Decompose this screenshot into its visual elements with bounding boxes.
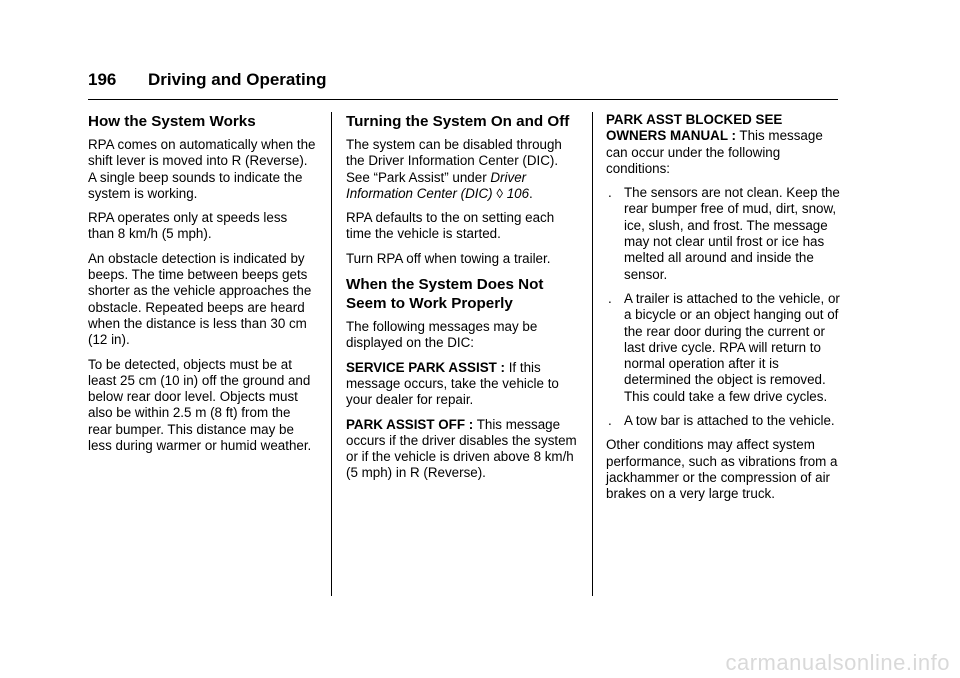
paragraph: An obstacle detection is indicated by beeps. The time between beeps gets shorter as the vehicle approaches the obstacle. Repeated beeps are heard when the distance is less than 30 cm (12 in). (88, 250, 312, 348)
message-text: This message can occur under the following conditions: (606, 128, 823, 176)
heading-not-working: When the System Does Not Seem to Work Properly (346, 276, 544, 313)
bullet-mark: . (608, 290, 612, 306)
dic-link[interactable]: Driver Information Center (DIC) (346, 169, 527, 201)
list-item-text: A trailer is attached to the vehicle, or a bicycle or an object hanging out of the rear door during the current or last drive cycle. RPA will return to normal operation after it is determined the object is removed. This could take a few drive cycles. (624, 290, 840, 404)
message-park-asst-blocked (606, 112, 840, 177)
page-ref[interactable]: 106 (506, 185, 530, 201)
message-term: PARK ASSIST OFF : (346, 416, 474, 432)
paragraph: Turn RPA off when towing a trailer. (346, 250, 551, 266)
text: The system can be disabled through the Driver Information Center (DIC). See “Park Assist” under (346, 137, 562, 185)
column-divider (592, 112, 593, 596)
message-service-park-assist (346, 360, 580, 409)
watermark: carmanualsonline.info (725, 650, 950, 675)
paragraph: Other conditions may affect system performance, such as vibrations from a jackhammer or the compression of air brakes on a very large truck. (606, 437, 838, 502)
column-2 (346, 112, 580, 490)
conditions-list (606, 185, 840, 429)
list-item-text: A tow bar is attached to the vehicle. (624, 413, 835, 429)
heading-turning-on-off: Turning the System On and Off (346, 113, 570, 130)
list-item (606, 413, 840, 429)
page-header (88, 70, 838, 100)
message-text: This message occurs if the driver disables the system or if the vehicle is driven above 8 km/h (5 mph) in R (Reverse). (346, 416, 577, 481)
message-text: If this message occurs, take the vehicle to your dealer for repair. (346, 359, 559, 408)
bullet-mark: . (608, 413, 612, 429)
paragraph: To be detected, objects must be at least 25 cm (10 in) off the ground and below rear door level. Objects must also be within 2.5 m (8 ft) from the rear bumper. This distance may be less during warmer or humid weather. (88, 356, 312, 454)
page-number: 196 (88, 70, 117, 89)
list-item-text: The sensors are not clean. Keep the rear bumper free of mud, dirt, snow, ice, slush, and frost. The message may not clear until frost or ice has melted all around and inside the sensor. (624, 185, 840, 282)
section-title: Driving and Operating (148, 70, 327, 89)
column-3 (606, 112, 840, 511)
list-item (606, 185, 840, 283)
column-divider (331, 112, 332, 596)
message-term: SERVICE PARK ASSIST : (346, 359, 505, 375)
paragraph (346, 137, 580, 202)
paragraph: The following messages may be displayed on the DIC: (346, 319, 538, 351)
paragraph: RPA defaults to the on setting each time the vehicle is started. (346, 210, 555, 242)
column-1 (88, 112, 316, 462)
heading-how-system-works: How the System Works (88, 113, 256, 130)
text: . (529, 185, 533, 201)
list-item (606, 291, 840, 405)
bullet-mark: . (608, 185, 612, 201)
header-rule (88, 99, 838, 100)
page-ref-arrow-icon: ◊ (496, 185, 503, 201)
message-park-assist-off (346, 417, 580, 482)
message-term: PARK ASST BLOCKED SEE OWNERS MANUAL : (606, 112, 783, 144)
paragraph: RPA comes on automatically when the shift lever is moved into R (Reverse). A single beep sounds to indicate the system is working. (88, 137, 316, 201)
paragraph: RPA operates only at speeds less than 8 km/h (5 mph). (88, 210, 288, 242)
